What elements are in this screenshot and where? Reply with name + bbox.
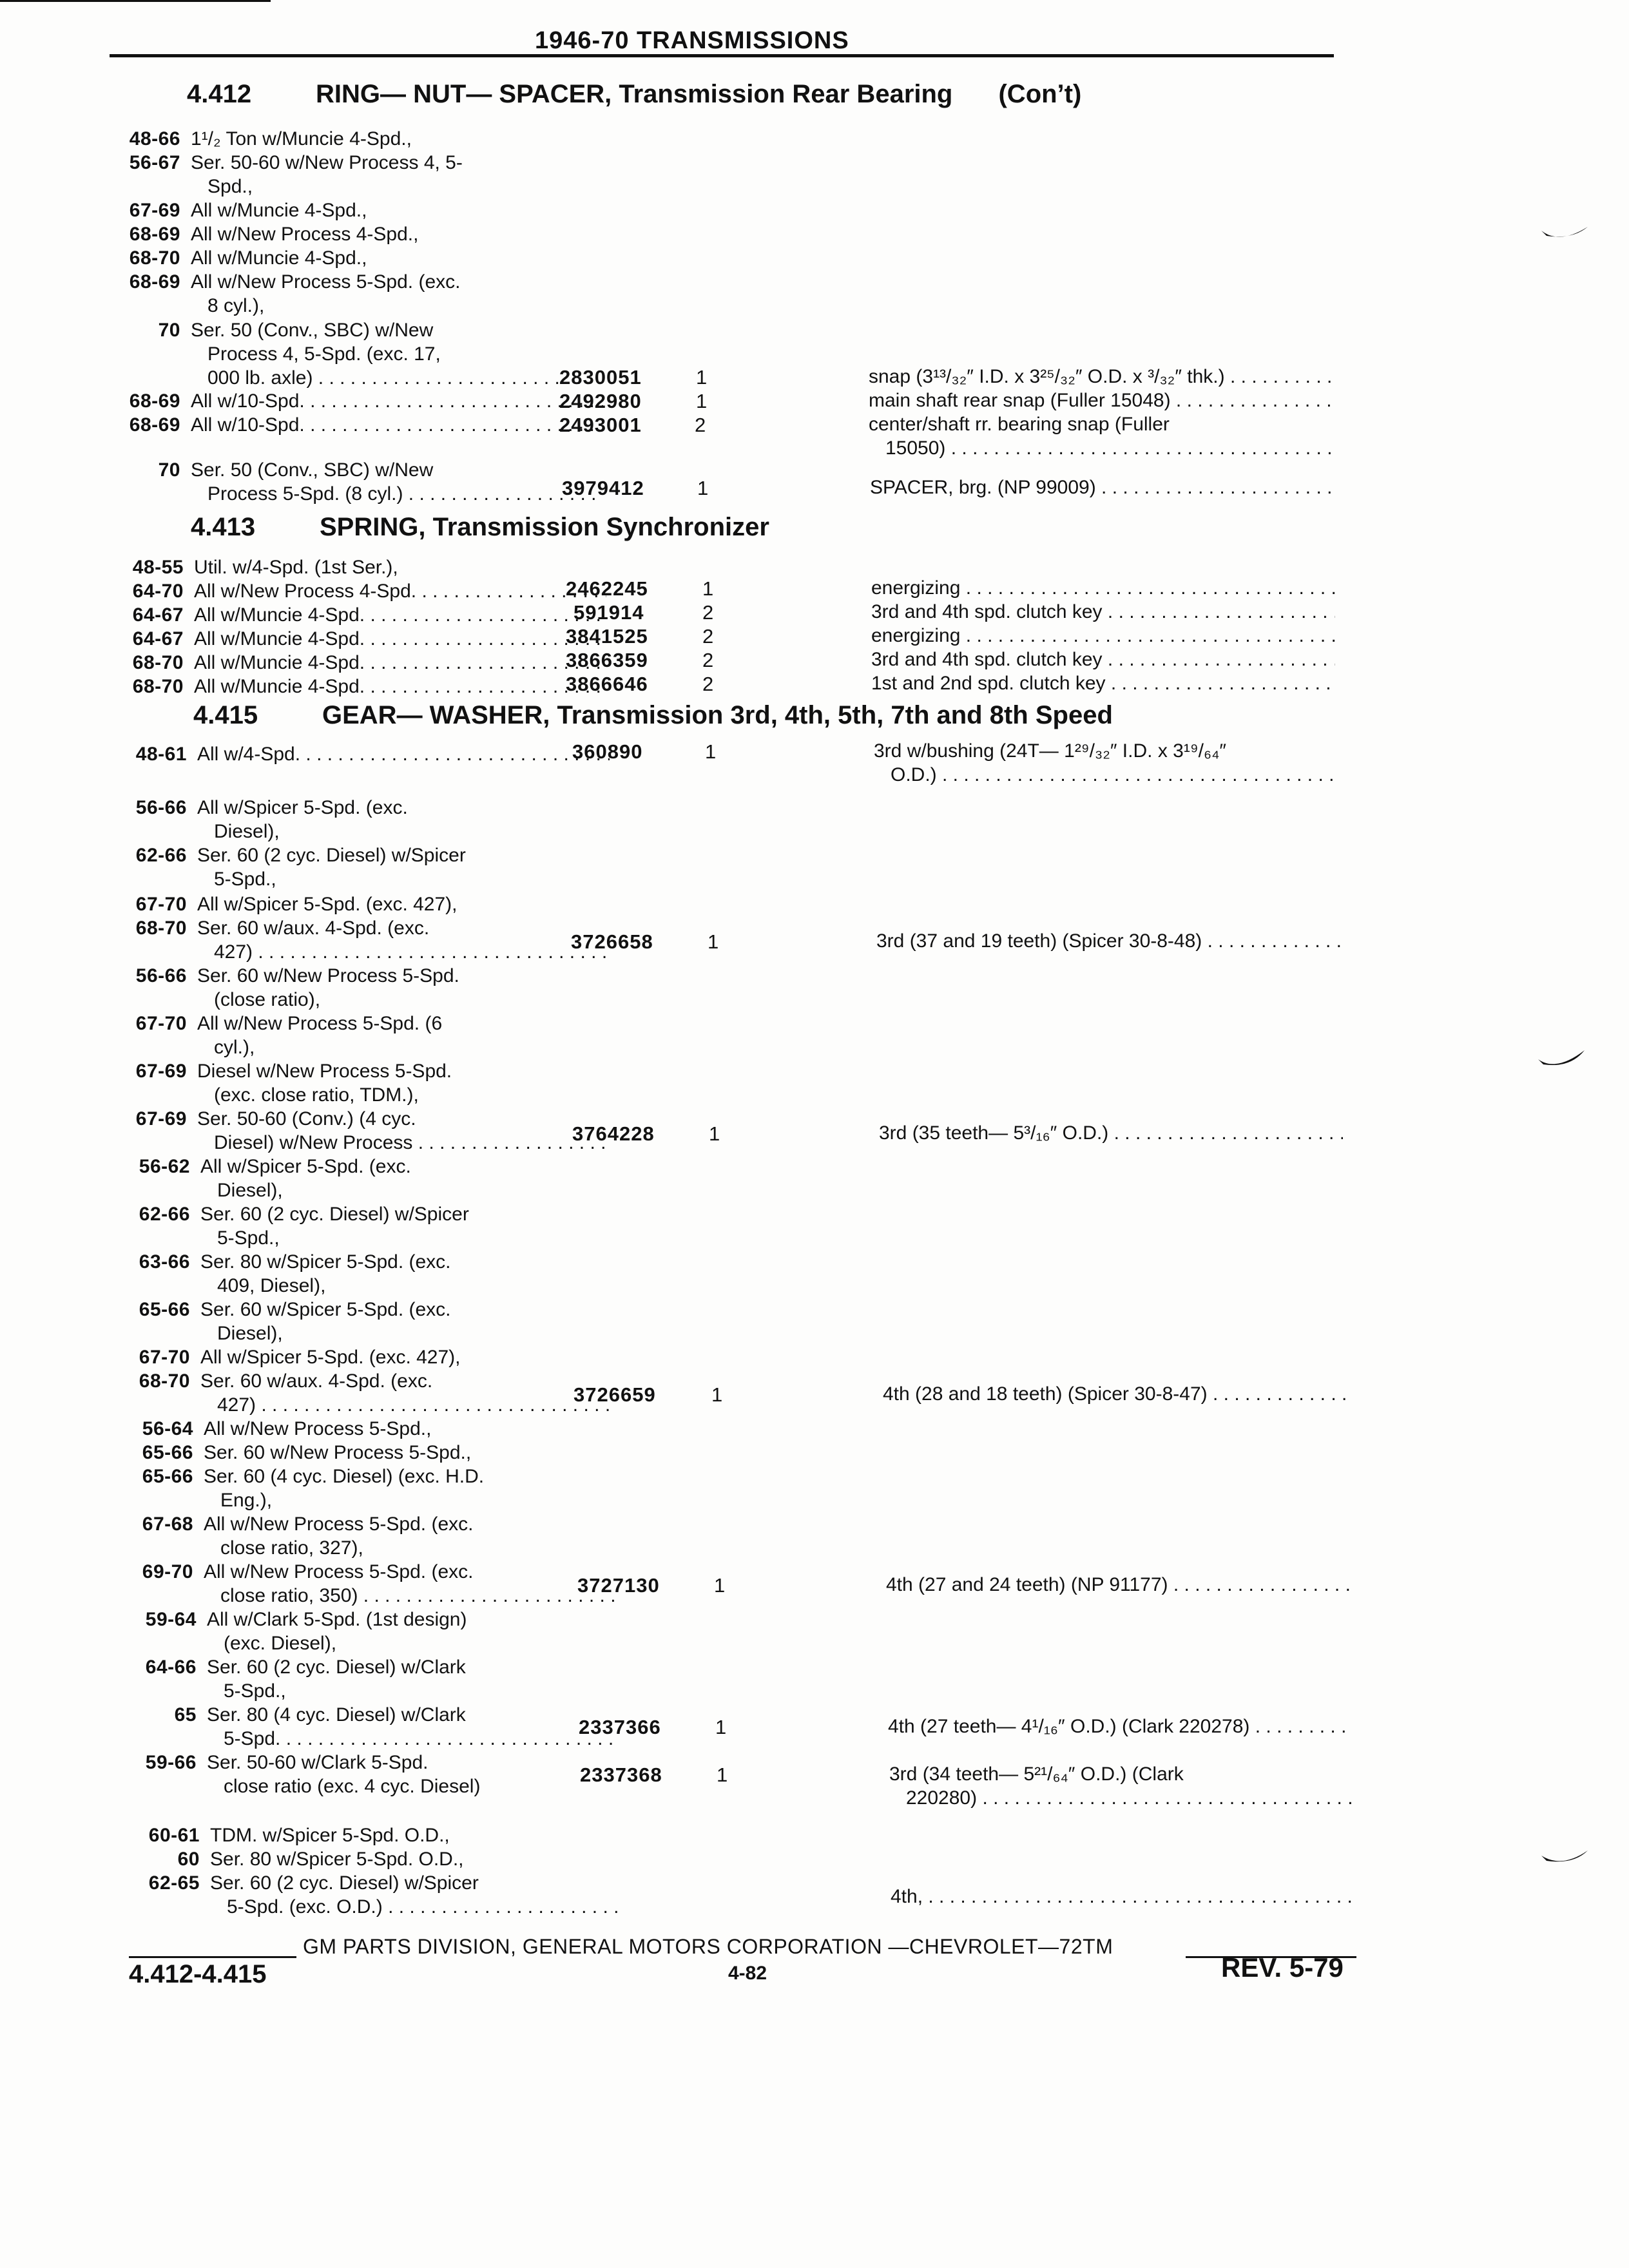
description-line: Ser. 80 w/Spicer 5-Spd. O.D., bbox=[210, 1849, 464, 1870]
quantity: 2 bbox=[702, 625, 714, 648]
description-line: Ser. 60 (2 cyc. Diesel) w/Spicer bbox=[200, 1204, 469, 1225]
footer-revision: REV. 5-79 bbox=[1221, 1952, 1344, 1983]
model-years: 65-66 bbox=[142, 1442, 193, 1463]
model-years: 56-66 bbox=[135, 797, 187, 818]
application-description bbox=[200, 1155, 613, 1202]
description-line: (exc. close ratio, TDM.), bbox=[214, 1084, 419, 1106]
description-line: Util. w/4-Spd. (1st Ser.), bbox=[194, 557, 398, 578]
top-edge-line bbox=[0, 0, 271, 2]
description-line: Diesel) w/New Process . . . bbox=[197, 1131, 610, 1155]
model-years: 64-70 bbox=[132, 581, 184, 602]
description-line: 5-Spd. (exc. O.D.) . . . bbox=[210, 1895, 622, 1919]
part-description-line: 3rd (35 teeth— 5³/₁₆″ O.D.) . . . bbox=[879, 1121, 1343, 1145]
part-description-line: 3rd and 4th spd. clutch key . . . bbox=[871, 648, 1335, 671]
quantity: 1 bbox=[711, 1383, 723, 1406]
model-years: 68-70 bbox=[132, 652, 184, 673]
model-years: 56-64 bbox=[142, 1418, 193, 1439]
part-description bbox=[871, 648, 1335, 671]
description-line: Eng.), bbox=[220, 1490, 273, 1511]
application-description bbox=[191, 413, 603, 437]
model-years: 48-61 bbox=[135, 744, 187, 765]
application-description bbox=[191, 222, 603, 246]
model-years: 68-70 bbox=[129, 247, 180, 269]
model-years: 67-70 bbox=[135, 894, 187, 915]
application-description bbox=[191, 389, 603, 413]
header-rule bbox=[110, 54, 1334, 57]
part-description-line: SPACER, brg. (NP 99009) . . . bbox=[870, 476, 1334, 499]
model-years: 70 bbox=[158, 320, 180, 341]
description-line: All w/Spicer 5-Spd. (exc. bbox=[197, 797, 408, 818]
description-line: 1¹/₂ Ton w/Muncie 4-Spd., bbox=[191, 128, 412, 149]
section-number: 4.415 bbox=[193, 701, 258, 729]
part-number: 2830051 bbox=[559, 366, 642, 389]
model-years: 62-66 bbox=[135, 845, 187, 866]
description-line: All w/Muncie 4-Spd. . . . bbox=[194, 651, 606, 675]
margin-mark-3 bbox=[1540, 1843, 1592, 1875]
description-line: Ser. 60 w/aux. 4-Spd. (exc. bbox=[200, 1370, 433, 1392]
description-line: Spd., bbox=[207, 176, 253, 197]
model-years: 59-64 bbox=[145, 1609, 197, 1630]
part-number: 2337366 bbox=[579, 1716, 661, 1738]
application-description bbox=[197, 796, 610, 843]
quantity: 1 bbox=[717, 1763, 728, 1786]
description-line: Process 4, 5-Spd. (exc. 17, bbox=[207, 343, 441, 365]
application-description bbox=[197, 964, 610, 1012]
footer-section-range: 4.412-4.415 bbox=[129, 1960, 267, 1988]
model-years: 68-69 bbox=[129, 414, 180, 436]
part-description-line: O.D.) . . . bbox=[874, 763, 1338, 787]
application-description bbox=[207, 1655, 619, 1703]
application-description bbox=[207, 1608, 619, 1655]
part-description-line: 220280) . . . bbox=[889, 1786, 1353, 1810]
description-line: Ser. 80 w/Spicer 5-Spd. (exc. bbox=[200, 1251, 451, 1273]
description-line: Process 5-Spd. (8 cyl.) . . . bbox=[191, 482, 603, 506]
application-description bbox=[197, 1012, 610, 1059]
section-number: 4.413 bbox=[191, 513, 256, 541]
model-years: 68-70 bbox=[132, 676, 184, 697]
description-line: Ser. 60 (2 cyc. Diesel) w/Clark bbox=[207, 1657, 466, 1678]
model-years: 62-65 bbox=[148, 1872, 200, 1894]
description-line: All w/10-Spd. . . . bbox=[191, 389, 603, 413]
description-line: All w/10-Spd. . . . bbox=[191, 413, 603, 437]
model-years: 67-69 bbox=[129, 200, 180, 221]
description-line: All w/Muncie 4-Spd., bbox=[191, 200, 367, 221]
part-number: 360890 bbox=[572, 740, 643, 763]
description-line: All w/New Process 5-Spd., bbox=[204, 1418, 432, 1439]
application-description bbox=[204, 1441, 616, 1465]
section-heading-4412 bbox=[187, 80, 1081, 109]
section-heading-4413 bbox=[191, 513, 769, 542]
model-years: 67-70 bbox=[135, 1013, 187, 1034]
description-line: Diesel), bbox=[217, 1180, 283, 1201]
model-years: 67-69 bbox=[135, 1061, 187, 1082]
description-line: 5-Spd., bbox=[214, 869, 276, 890]
description-line: Ser. 50-60 w/Clark 5-Spd. bbox=[207, 1752, 429, 1773]
model-years: 67-68 bbox=[142, 1514, 193, 1535]
model-years: 48-55 bbox=[132, 557, 184, 578]
model-years: 56-62 bbox=[139, 1156, 190, 1177]
quantity: 1 bbox=[715, 1716, 727, 1738]
description-line: Ser. 50 (Conv., SBC) w/New bbox=[191, 320, 434, 341]
application-description bbox=[210, 1871, 622, 1919]
description-line: All w/Muncie 4-Spd., bbox=[191, 247, 367, 269]
description-line: All w/Muncie 4-Spd. . . . bbox=[194, 627, 606, 651]
continued-label: (Con’t) bbox=[998, 80, 1082, 108]
application-description bbox=[200, 1345, 613, 1369]
part-description-line: 4th (27 teeth— 4¹/₁₆″ O.D.) (Clark 220278) . . . bbox=[888, 1715, 1352, 1738]
part-description bbox=[871, 624, 1335, 648]
description-line: 5-Spd., bbox=[224, 1680, 286, 1702]
description-line: All w/New Process 4-Spd. . . . bbox=[194, 579, 606, 603]
quantity: 1 bbox=[708, 930, 719, 953]
part-number: 591914 bbox=[574, 601, 644, 624]
model-years: 67-69 bbox=[135, 1108, 187, 1129]
model-years: 64-67 bbox=[132, 628, 184, 649]
description-line: All w/New Process 4-Spd., bbox=[191, 224, 419, 245]
description-line: Diesel), bbox=[214, 821, 280, 842]
application-description bbox=[197, 916, 610, 964]
application-description bbox=[191, 151, 603, 198]
part-description bbox=[869, 412, 1333, 460]
description-line: Ser. 50 (Conv., SBC) w/New bbox=[191, 459, 434, 481]
model-years: 68-69 bbox=[129, 271, 180, 293]
quantity: 1 bbox=[702, 577, 714, 600]
quantity: 2 bbox=[695, 414, 706, 436]
part-description-line: 4th (27 and 24 teeth) (NP 91177) . . . bbox=[886, 1573, 1350, 1597]
description-line: All w/Clark 5-Spd. (1st design) bbox=[207, 1609, 467, 1630]
quantity: 1 bbox=[696, 366, 708, 389]
description-line: Ser. 60 w/New Process 5-Spd. bbox=[197, 965, 459, 986]
quantity: 1 bbox=[697, 477, 709, 499]
application-description bbox=[197, 843, 610, 891]
description-line: All w/New Process 5-Spd. (6 bbox=[197, 1013, 443, 1034]
model-years: 59-66 bbox=[145, 1752, 197, 1773]
section-title: GEAR— WASHER, Transmission 3rd, 4th, 5th, 7th and 8th Speed bbox=[322, 701, 1113, 729]
part-description bbox=[869, 365, 1333, 389]
description-line: close ratio, 350) . . . bbox=[204, 1584, 616, 1608]
footer-page-number: 4-82 bbox=[728, 1963, 767, 1984]
application-description bbox=[194, 555, 606, 579]
part-number: 2337368 bbox=[580, 1763, 662, 1786]
part-description-line: 3rd and 4th spd. clutch key . . . bbox=[871, 600, 1335, 624]
model-years: 68-69 bbox=[129, 390, 180, 412]
part-description-line: 3rd w/bushing (24T— 1²⁹/₃₂″ I.D. x 3¹⁹/₆₄″ bbox=[874, 740, 1226, 762]
part-description bbox=[869, 389, 1333, 412]
part-description-line: 1st and 2nd spd. clutch key . . . bbox=[871, 671, 1335, 695]
part-description bbox=[871, 671, 1335, 695]
part-description bbox=[888, 1715, 1352, 1738]
description-line: Ser. 80 (4 cyc. Diesel) w/Clark bbox=[207, 1704, 466, 1725]
part-number: 3841525 bbox=[566, 625, 648, 648]
description-line: 8 cyl.), bbox=[207, 295, 265, 316]
application-description bbox=[200, 1250, 613, 1298]
footer-rule-left bbox=[129, 1956, 296, 1958]
model-years: 62-66 bbox=[139, 1204, 190, 1225]
description-line: All w/New Process 5-Spd. (exc. bbox=[204, 1514, 474, 1535]
part-number: 3726659 bbox=[574, 1383, 656, 1406]
part-description bbox=[871, 600, 1335, 624]
part-number: 2492980 bbox=[559, 390, 642, 412]
part-description-line: 3rd (37 and 19 teeth) (Spicer 30-8-48) . . . bbox=[876, 929, 1340, 953]
margin-mark-2 bbox=[1537, 1044, 1588, 1082]
description-line: TDM. w/Spicer 5-Spd. O.D., bbox=[210, 1825, 450, 1846]
quantity: 2 bbox=[702, 673, 714, 695]
description-line: 5-Spd., bbox=[217, 1227, 280, 1249]
application-description bbox=[191, 318, 603, 390]
application-description bbox=[194, 675, 606, 698]
application-description bbox=[191, 458, 603, 506]
model-years: 68-70 bbox=[139, 1370, 190, 1392]
part-number: 3764228 bbox=[572, 1122, 655, 1145]
description-line: (exc. Diesel), bbox=[224, 1633, 337, 1654]
description-line: 427) . . . bbox=[200, 1393, 613, 1417]
quantity: 2 bbox=[702, 601, 714, 624]
description-line: All w/4-Spd. . . . bbox=[197, 742, 610, 766]
application-description bbox=[194, 627, 606, 651]
application-description bbox=[197, 892, 610, 916]
application-description bbox=[191, 246, 603, 270]
part-description bbox=[886, 1573, 1350, 1597]
description-line: cyl.), bbox=[214, 1037, 255, 1058]
description-line: 000 lb. axle) . . . bbox=[191, 366, 603, 390]
model-years: 67-70 bbox=[139, 1347, 190, 1368]
part-description bbox=[876, 929, 1340, 953]
description-line: 5-Spd. . . . bbox=[207, 1727, 619, 1751]
application-description bbox=[191, 198, 603, 222]
model-years: 69-70 bbox=[142, 1561, 193, 1582]
part-number: 3866359 bbox=[566, 649, 648, 671]
application-description bbox=[194, 579, 606, 603]
part-description-line: 3rd (34 teeth— 5²¹/₆₄″ O.D.) (Clark bbox=[889, 1763, 1184, 1785]
model-years: 64-67 bbox=[132, 604, 184, 626]
application-description bbox=[197, 742, 610, 766]
description-line: All w/Spicer 5-Spd. (exc. 427), bbox=[197, 894, 458, 915]
part-description bbox=[879, 1121, 1343, 1145]
application-description bbox=[197, 1107, 610, 1155]
description-line: Ser. 60 w/aux. 4-Spd. (exc. bbox=[197, 918, 430, 939]
quantity: 1 bbox=[714, 1574, 726, 1597]
model-years: 68-69 bbox=[129, 224, 180, 245]
section-number: 4.412 bbox=[187, 80, 252, 108]
application-description bbox=[194, 603, 606, 627]
description-line: Diesel), bbox=[217, 1323, 283, 1344]
description-line: Ser. 60 (2 cyc. Diesel) w/Spicer bbox=[210, 1872, 479, 1894]
description-line: All w/Muncie 4-Spd. . . . bbox=[194, 675, 606, 698]
part-description bbox=[870, 476, 1334, 499]
description-line: Diesel w/New Process 5-Spd. bbox=[197, 1061, 452, 1082]
application-description bbox=[210, 1823, 622, 1847]
quantity: 1 bbox=[696, 390, 708, 412]
quantity: 1 bbox=[709, 1122, 720, 1145]
model-years: 65-66 bbox=[139, 1299, 190, 1320]
model-years: 65 bbox=[174, 1704, 197, 1725]
model-years: 63-66 bbox=[139, 1251, 190, 1273]
part-number: 3866646 bbox=[566, 673, 648, 695]
description-line: Ser. 60 w/New Process 5-Spd., bbox=[204, 1442, 472, 1463]
description-line: All w/New Process 5-Spd. (exc. bbox=[204, 1561, 474, 1582]
application-description bbox=[204, 1512, 616, 1560]
model-years: 70 bbox=[158, 459, 180, 481]
description-line: (close ratio), bbox=[214, 989, 321, 1010]
description-line: Ser. 60 (2 cyc. Diesel) w/Spicer bbox=[197, 845, 466, 866]
part-description-line: 4th (28 and 18 teeth) (Spicer 30-8-47) . . . bbox=[883, 1382, 1347, 1406]
application-description bbox=[204, 1560, 616, 1608]
part-description bbox=[889, 1762, 1353, 1810]
application-description bbox=[207, 1703, 619, 1751]
model-years: 60 bbox=[177, 1849, 200, 1870]
part-description-line: energizing . . . bbox=[871, 624, 1335, 648]
description-line: close ratio, 327), bbox=[220, 1537, 363, 1559]
description-line: close ratio (exc. 4 cyc. Diesel) bbox=[224, 1776, 481, 1797]
part-description bbox=[891, 1885, 1354, 1908]
part-number: 3727130 bbox=[577, 1574, 660, 1597]
description-line: Ser. 50-60 (Conv.) (4 cyc. bbox=[197, 1108, 416, 1129]
part-number: 3726658 bbox=[571, 930, 653, 953]
part-description-line: snap (3¹³/₃₂″ I.D. x 3²⁵/₃₂″ O.D. x ³/₃₂″ thk.) . . . bbox=[869, 365, 1333, 389]
model-years: 64-66 bbox=[145, 1657, 197, 1678]
part-description-line: 15050) . . . bbox=[869, 436, 1333, 460]
application-description bbox=[191, 270, 603, 318]
model-years: 56-67 bbox=[129, 152, 180, 173]
model-years: 65-66 bbox=[142, 1466, 193, 1487]
part-description-line: energizing . . . bbox=[871, 576, 1335, 600]
description-line: Ser. 60 (4 cyc. Diesel) (exc. H.D. bbox=[204, 1466, 485, 1487]
quantity: 2 bbox=[702, 649, 714, 671]
part-description-line: 4th, . . . bbox=[891, 1885, 1354, 1908]
model-years: 60-61 bbox=[148, 1825, 200, 1846]
section-heading-4415 bbox=[193, 701, 1113, 730]
description-line: All w/New Process 5-Spd. (exc. bbox=[191, 271, 461, 293]
application-description bbox=[200, 1298, 613, 1345]
footer-division: GM PARTS DIVISION, GENERAL MOTORS CORPORATION —CHEVROLET—72TM bbox=[303, 1935, 1113, 1958]
description-line: All w/Spicer 5-Spd. (exc. bbox=[200, 1156, 411, 1177]
application-description bbox=[197, 1059, 610, 1107]
application-description bbox=[210, 1847, 622, 1871]
part-description bbox=[871, 576, 1335, 600]
part-description bbox=[883, 1382, 1347, 1406]
section-title: RING— NUT— SPACER, Transmission Rear Bearing bbox=[316, 80, 953, 108]
description-line: Ser. 60 w/Spicer 5-Spd. (exc. bbox=[200, 1299, 451, 1320]
description-line: Ser. 50-60 w/New Process 4, 5- bbox=[191, 152, 463, 173]
description-line: All w/Muncie 4-Spd. . . . bbox=[194, 603, 606, 627]
part-number: 2493001 bbox=[559, 414, 642, 436]
description-line: 427) . . . bbox=[197, 940, 610, 964]
application-description bbox=[207, 1751, 619, 1798]
part-number: 3979412 bbox=[562, 477, 644, 499]
section-title: SPRING, Transmission Synchronizer bbox=[320, 513, 769, 541]
part-description-line: center/shaft rr. bearing snap (Fuller bbox=[869, 414, 1170, 435]
model-years: 56-66 bbox=[135, 965, 187, 986]
model-years: 48-66 bbox=[129, 128, 180, 149]
part-description bbox=[874, 739, 1338, 787]
application-description bbox=[191, 127, 603, 151]
page-title: 1946-70 TRANSMISSIONS bbox=[535, 27, 849, 54]
description-line: 409, Diesel), bbox=[217, 1275, 326, 1296]
model-years: 68-70 bbox=[135, 918, 187, 939]
application-description bbox=[204, 1417, 616, 1441]
part-description-line: main shaft rear snap (Fuller 15048) . . . bbox=[869, 389, 1333, 412]
application-description bbox=[200, 1202, 613, 1250]
margin-mark-1 bbox=[1540, 219, 1592, 251]
part-number: 2462245 bbox=[566, 577, 648, 600]
quantity: 1 bbox=[705, 740, 717, 763]
description-line: All w/Spicer 5-Spd. (exc. 427), bbox=[200, 1347, 461, 1368]
application-description bbox=[194, 651, 606, 675]
application-description bbox=[200, 1369, 613, 1417]
application-description bbox=[204, 1465, 616, 1512]
